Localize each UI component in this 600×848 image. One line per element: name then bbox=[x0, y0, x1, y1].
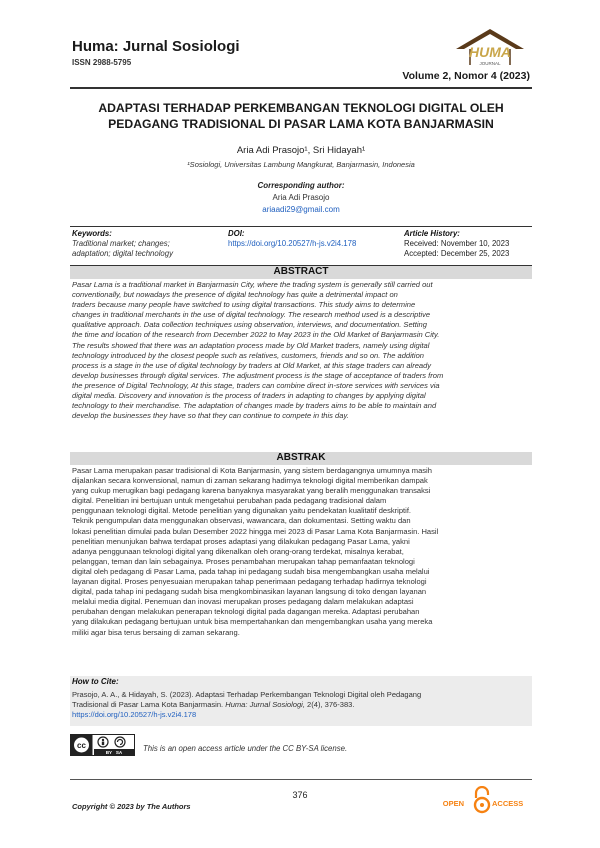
keywords-line-1: Traditional market; changes; bbox=[72, 239, 170, 248]
abstract-english bbox=[72, 280, 530, 421]
citation-label: How to Cite: bbox=[72, 677, 119, 686]
issn: ISSN 2988-5795 bbox=[72, 58, 132, 67]
citation-volume-pages: 2(4), 376-383. bbox=[304, 700, 355, 710]
page-number: 376 bbox=[292, 790, 308, 800]
header-rule bbox=[70, 87, 532, 89]
abstract-line: the presence of Digital Technology, At this stage, traders can combine direct in-store services with services via bbox=[72, 380, 440, 390]
cc-by-sa-badge[interactable] bbox=[70, 734, 135, 756]
abstrak-line: yang cukup merugikan bagi pedagang karena banyaknya masyarakat yang beralih menggunakan transaksi bbox=[72, 486, 431, 496]
huma-journal-logo bbox=[450, 25, 530, 70]
copyright: Copyright © 2023 by The Authors bbox=[72, 802, 191, 811]
doi-link[interactable]: https://doi.org/10.20527/h-js.v2i4.178 bbox=[228, 239, 357, 248]
article-metadata bbox=[70, 226, 532, 266]
open-access-right: ACCESS bbox=[492, 799, 524, 808]
abstrak-line: adanya penggunaan teknologi digital yang dikenalkan oleh orang-orang terdekat, misalnya kerabat, bbox=[72, 546, 404, 556]
citation-line-2 bbox=[72, 700, 530, 710]
cc-badge-text: cc bbox=[77, 741, 86, 750]
abstrak-line: layanan digital. Proses penyesuaian merupakan tahap penerimaan pedagang terhadap hadirnya teknologi bbox=[72, 577, 427, 587]
abstract-line: digital media. Discovery and innovation is the process of traders in adapting to changes by applying digital bbox=[72, 391, 426, 401]
abstract-line: traders because many people have switched to using digital transactions. This study aims to determine bbox=[72, 300, 416, 310]
doi-block bbox=[228, 229, 398, 249]
abstract-line: develop businesses through digital services. The adjustment process is the stage of acceptance of traders from bbox=[72, 370, 444, 380]
sa-icon bbox=[115, 737, 125, 747]
abstract-line: technology introduced by the closest people such as relatives, customers, friends and so on. The addition bbox=[72, 350, 424, 360]
volume-issue: Volume 2, Nomor 4 (2023) bbox=[402, 70, 530, 82]
abstrak-line: melalui media digital. Penemuan dan inovasi merupakan proses pedagang dalam melakukan adaptasi bbox=[72, 597, 414, 607]
keywords-line-2: adaptation; digital technology bbox=[72, 249, 174, 258]
accepted-date: Accepted: December 25, 2023 bbox=[404, 249, 510, 258]
keywords-block bbox=[72, 229, 222, 259]
license-text: This is an open access article under the CC BY-SA license. bbox=[143, 744, 348, 753]
abstract-line: qualitative approach. Data collection techniques using observation, interviews, and documentation. Setting bbox=[72, 320, 427, 330]
abstract-line: develop the businesses they have so that they can continue to compete in this day. bbox=[72, 411, 349, 421]
open-lock-icon bbox=[475, 787, 489, 812]
abstrak-line: Pasar Lama merupakan pasar tradisional di Kota Banjarmasin, yang sistem berdagangnya umumnya masih bbox=[72, 466, 432, 475]
abstract-line: process is a stage in the use of digital technology by traders at Old Market, at this stage traders can already bbox=[72, 360, 432, 370]
corresponding-label: Corresponding author: bbox=[257, 181, 345, 190]
history-block bbox=[404, 229, 532, 259]
affiliation: ¹Sosiologi, Universitas Lambung Mangkurat, Banjarmasin, Indonesia bbox=[187, 160, 415, 169]
open-access-left: OPEN bbox=[442, 799, 464, 808]
abstrak-line: digital oleh pedagang di Pasar Lama, pada tahap ini pedagang sudah bisa mengembangkan usaha melalui bbox=[72, 566, 430, 576]
citation-line-1: Prasojo, A. A., & Hidayah, S. (2023). Adaptasi Terhadap Perkembangan Teknologi Digital oleh Pedagang bbox=[72, 690, 422, 699]
doi-label: DOI: bbox=[228, 229, 245, 238]
open-access-logo bbox=[442, 786, 532, 814]
abstrak-line: perubahan dengan melakukan penerapan teknologi digital pada dagangan mereka. Adaptasi perubahan bbox=[72, 607, 420, 617]
abstrak-line: pelanggan, teman dan lain sebagainya. Proses penambahan merupakan tahap pemanfaatan teknologi bbox=[72, 556, 415, 566]
abstract-line: changes in traditional merchants in the use of digital technology. The research method used is a descriptive bbox=[72, 310, 431, 320]
history-label: Article History: bbox=[404, 229, 460, 238]
footer-rule bbox=[70, 779, 532, 780]
citation-doi-link[interactable]: https://doi.org/10.20527/h-js.v2i4.178 bbox=[72, 710, 197, 720]
cc-badge-subtext: BY SA bbox=[105, 750, 123, 755]
logo-subtext: JOURNAL bbox=[479, 61, 501, 66]
abstrak-line: lokasi penelitian dimulai pada bulan Desember 2022 hingga mei 2023 di Pasar Lama Kota Banjarmasin. Hasil bbox=[72, 526, 439, 536]
journal-name: Huma: Jurnal Sosiologi bbox=[72, 38, 240, 55]
keywords-label: Keywords: bbox=[72, 229, 112, 238]
abstrak-line: Teknik pengumpulan data menggunakan observasi, wawancara, dan dokumentasi. Setting waktu dan bbox=[72, 516, 411, 526]
received-date: Received: November 10, 2023 bbox=[404, 239, 510, 248]
abstrak-indonesian bbox=[72, 466, 530, 638]
corresponding-name: Aria Adi Prasojo bbox=[272, 193, 330, 202]
logo-text: HUMA bbox=[469, 44, 511, 60]
abstract-line: Pasar Lama is a traditional market in Banjarmasin City, where the trading system is generally still carried out bbox=[72, 280, 433, 289]
abstract-line: the time and location of the research from December 2022 to May 2023 in the Old Market of Banjarmasin City. bbox=[72, 330, 440, 340]
abstract-line: The results showed that there was an adaptation process made by Old Market traders, namely using digital bbox=[72, 340, 430, 350]
abstract-line: conventionally, but nowadays the presence of digital technology has quite a detrimental impact on bbox=[72, 290, 398, 300]
citation-title-tail: Tradisional di Pasar Lama Kota Banjarmasin. bbox=[72, 700, 226, 710]
citation-journal: Huma: Jurnal Sosiologi, bbox=[225, 700, 305, 710]
abstrak-line: penggunaan teknologi digital. Metode penelitian yang digunakan yaitu pendekatan kualitatif deskriptif. bbox=[72, 506, 412, 516]
abstrak-line: dijalankan secara konvensional, namun di zaman sekarang hadirnya teknologi digital memberikan dampak bbox=[72, 476, 428, 486]
abstract-line: technology to their merchandise. The adaptation of changes made by traders aims to be able to maintain and bbox=[72, 401, 437, 411]
citation-text bbox=[72, 690, 530, 720]
corresponding-email-link[interactable]: ariaadi29@gmail.com bbox=[262, 205, 340, 214]
abstrak-line: penelitian menunjukan bahwa terdapat proses adaptasi yang dilakukan pedagang Pasar Lama, yakni bbox=[72, 536, 410, 546]
abstract-heading: ABSTRACT bbox=[70, 266, 532, 279]
abstrak-line: digital, pada tahap ini pedagang sudah bisa mengkombinasikan layanan langsung di toko dengan layanan bbox=[72, 587, 427, 597]
abstrak-line: digital. Penelitian ini bertujuan untuk mengetahui perubahan pada pedagang tradisional dalam bbox=[72, 496, 387, 506]
abstrak-line: yang dilakukan pedagang bertujuan untuk bisa mempertahankan dan mengembangkan usaha yang mereka bbox=[72, 617, 433, 627]
article-title bbox=[70, 100, 532, 132]
abstrak-heading: ABSTRAK bbox=[70, 452, 532, 465]
title-line-1: ADAPTASI TERHADAP PERKEMBANGAN TEKNOLOGI DIGITAL OLEH bbox=[98, 101, 504, 115]
authors: Aria Adi Prasojo¹, Sri Hidayah¹ bbox=[236, 145, 366, 156]
abstrak-line: miliki agar bisa terus bersaing di zaman sekarang. bbox=[72, 627, 240, 637]
title-line-2: PEDAGANG TRADISIONAL DI PASAR LAMA KOTA BANJARMASIN bbox=[108, 117, 494, 131]
